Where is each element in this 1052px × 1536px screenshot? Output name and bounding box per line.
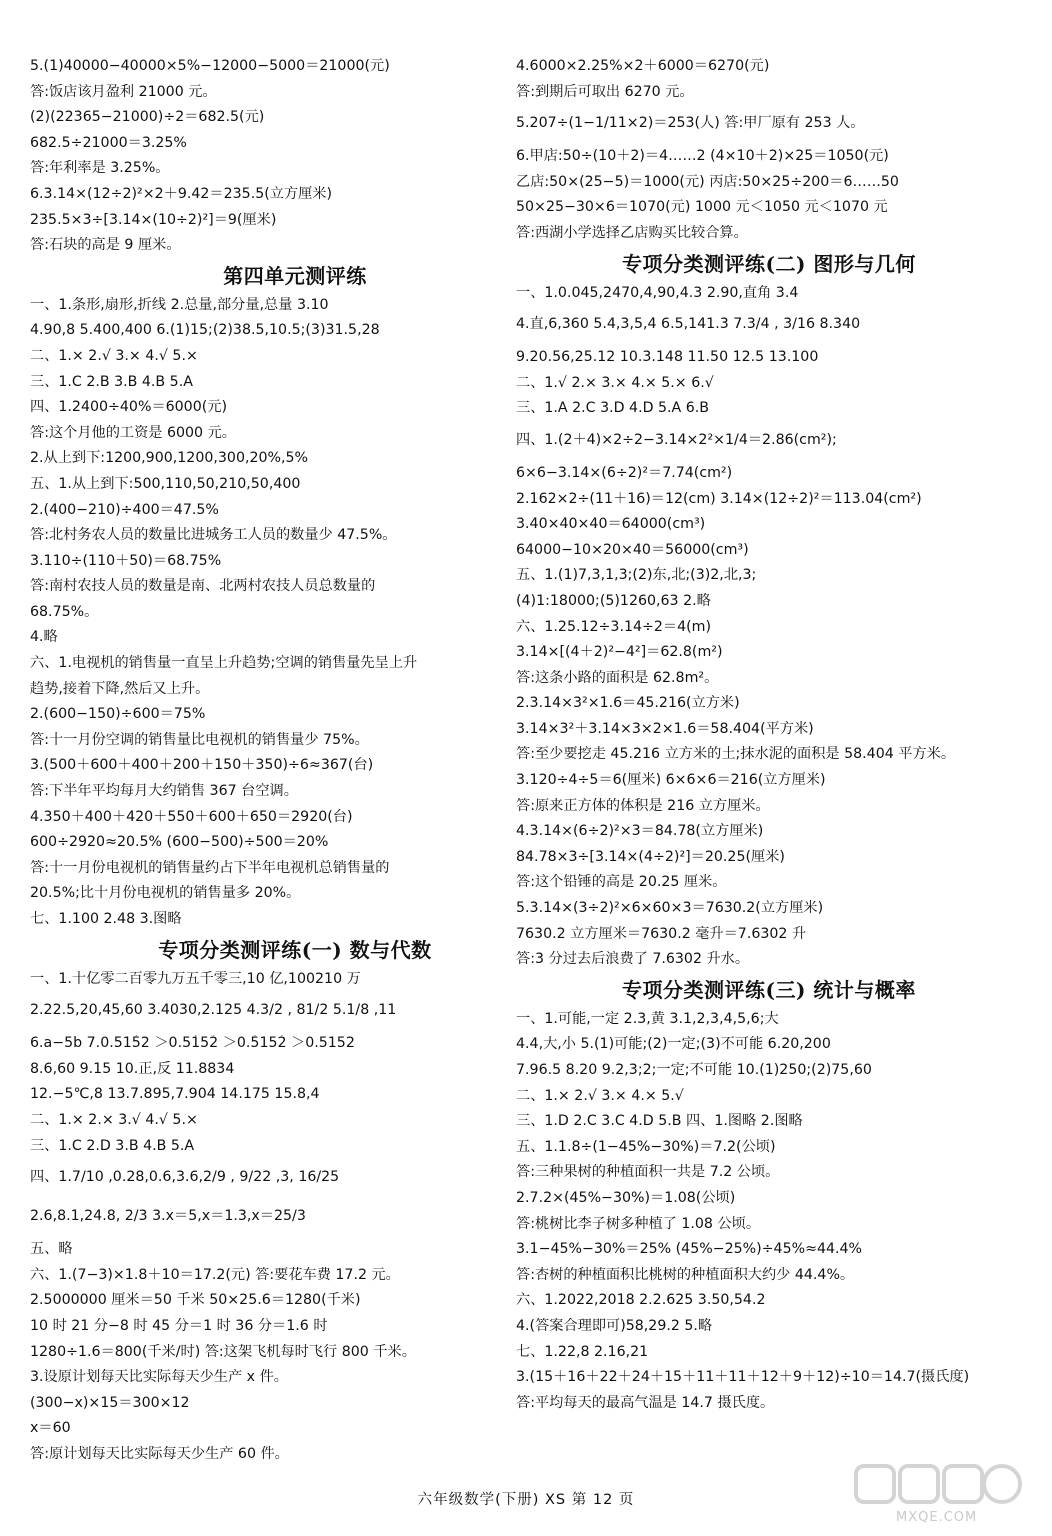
answer-line: 6.3.14×(12÷2)²×2＋9.42＝235.5(立方厘米) [30,185,333,202]
answer-line: 答:三种果树的种植面积一共是 7.2 公顷。 [516,1164,780,1181]
answer-line: 2.(600−150)÷600＝75% [30,706,206,723]
answer-line: 四、1.(2＋4)×2÷2−3.14×2²×1/4＝2.86(cm²); [516,431,837,448]
answer-line: 答:西湖小学选择乙店购买比较合算。 [516,224,748,241]
watermark-logo [850,1462,1030,1532]
answer-line: 5.3.14×(3÷2)²×6×60×3＝7630.2(立方厘米) [516,900,824,917]
answer-line: (300−x)×15＝300×12 [30,1394,190,1411]
answer-line: 五、略 [30,1241,73,1258]
answer-line: 答:原来正方体的体积是 216 立方厘米。 [516,797,770,814]
answer-line: 3.14×[(4＋2)²−4²]＝62.8(m²) [516,644,723,661]
answer-line: 4.350＋400＋420＋550＋600＋650＝2920(台) [30,808,353,825]
answer-line: 二、1.× 2.√ 3.× 4.× 5.√ [516,1087,684,1104]
answer-line: 3.110÷(110＋50)＝68.75% [30,552,222,569]
answer-line: 12.−5℃,8 13.7.895,7.904 14.175 15.8,4 [30,1086,320,1103]
answer-line: 五、1.1.8÷(1−45%−30%)＝7.2(公顷) [516,1138,776,1155]
answer-line: 答:杏树的种植面积比桃树的种植面积大约少 44.4%。 [516,1266,855,1283]
answer-line: 2.3.14×3²×1.6＝45.216(立方米) [516,695,740,712]
answer-line: 六、1.25.12÷3.14÷2＝4(m) [516,618,712,635]
answer-line: 2.22.5,20,45,60 3.4030,2.125 4.3/2 , 81/2 5.1/8 ,11 [30,1002,397,1019]
answer-line: 6×6−3.14×(6÷2)²＝7.74(cm²) [516,464,733,481]
answer-line: 2.(400−210)÷400＝47.5% [30,501,219,518]
answer-line: 趋势,接着下降,然后又上升。 [30,680,210,697]
answer-line: 答:这个铅锤的高是 20.25 厘米。 [516,874,727,891]
right-column [516,58,1022,1420]
answer-line: 三、1.D 2.C 3.C 4.D 5.B 四、1.图略 2.图略 [516,1113,803,1130]
answer-line: 四、1.2400÷40%＝6000(元) [30,399,227,416]
answer-line: 6.甲店:50÷(10＋2)＝4……2 (4×10＋2)×25＝1050(元) [516,148,889,165]
answer-line: 2.162×2÷(11＋16)＝12(cm) 3.14×(12÷2)²＝113.04(cm²) [516,490,922,507]
watermark-text: MXQE.COM [896,1510,978,1525]
answer-line: 3.14×3²＋3.14×3×2×1.6＝58.404(平方米) [516,720,814,737]
answer-line: 二、1.× 2.√ 3.× 4.√ 5.× [30,347,198,364]
answer-line: (2)(22365−21000)÷2＝682.5(元) [30,109,265,126]
section-heading: 专项分类测评练(一) 数与代数 [158,937,432,962]
answer-line: 4.直,6,360 5.4,3,5,4 6.5,141.3 7.3/4 , 3/16 8.340 [516,316,861,333]
answer-line: 答:3 分过去后浪费了 7.6302 升水。 [516,951,750,968]
answer-line: 一、1.十亿零二百零九万五千零三,10 亿,100210 万 [30,970,361,987]
answer-line: 235.5×3÷[3.14×(10÷2)²]＝9(厘米) [30,211,277,228]
answer-line: 四、1.7/10 ,0.28,0.6,3.6,2/9 , 9/22 ,3, 16/25 [30,1169,340,1186]
answer-line: 7630.2 立方厘米＝7630.2 毫升＝7.6302 升 [516,925,807,942]
answer-line: 三、1.C 2.B 3.B 4.B 5.A [30,373,193,390]
answer-line: 3.120÷4÷5＝6(厘米) 6×6×6＝216(立方厘米) [516,772,826,789]
answer-line: 六、1.(7−3)×1.8＋10＝17.2(元) 答:要花车费 17.2 元。 [30,1266,400,1283]
answer-line: 84.78×3÷[3.14×(4÷2)²]＝20.25(厘米) [516,848,785,865]
page-footer: 六年级数学(下册) XS 第 12 页 [417,1492,635,1508]
answer-line: 答:饭店该月盈利 21000 元。 [30,83,217,100]
answer-line: 乙店:50×(25−5)＝1000(元) 丙店:50×25÷200＝6……50 [516,173,899,190]
answer-line: 答:石块的高是 9 厘米。 [30,237,181,254]
answer-line: 6.a−5b 7.0.515̇2 ＞0.51̇52̇ ＞0.5̇152̇ ＞0.5152 [30,1035,355,1052]
answer-line: 7.96.5 8.20 9.2,3;2;一定;不可能 10.(1)250;(2)75,60 [516,1062,872,1078]
answer-line: 答:年利率是 3.25%。 [30,160,170,177]
answer-line: 682.5÷21000＝3.25% [30,134,187,151]
answer-line: 4.略 [30,629,58,646]
answer-line: 答:平均每天的最高气温是 14.7 摄氏度。 [516,1394,775,1411]
answer-line: 答:南村农技人员的数量是南、北两村农技人员总数量的 [30,578,376,595]
left-column [30,58,530,1472]
answer-line: 2.6,8.1,24.8, 2/3 3.x＝5,x＝1.3,x＝25/3 [30,1208,306,1225]
answer-line: 答:桃树比李子树多种植了 1.08 公顷。 [516,1215,761,1232]
answer-line: (4)1:18000;(5)1260,63 2.略 [516,592,711,609]
answer-line: 三、1.A 2.C 3.D 4.D 5.A 6.B [516,400,710,417]
answer-line: 20.5%;比十月份电视机的销售量多 20%。 [30,885,301,902]
answer-line: 4.4,大,小 5.(1)可能;(2)一定;(3)不可能 6.20,200 [516,1036,831,1053]
answer-line: 五、1.从上到下:500,110,50,210,50,400 [30,475,301,492]
answer-line: 3.(500＋600＋400＋200＋150＋350)÷6≈367(台) [30,757,374,774]
answer-line: 4.90,8 5.400,400 6.(1)15;(2)38.5,10.5;(3)31.5,28 [30,322,380,339]
answer-line: 答:北村务农人员的数量比进城务工人员的数量少 47.5%。 [30,527,397,544]
answer-line: 二、1.× 2.× 3.√ 4.√ 5.× [30,1111,198,1128]
section-heading: 第四单元测评练 [223,263,367,288]
answer-line: 六、1.2022,2018 2.2.625 3.50,54.2 [516,1292,766,1309]
answer-line: 五、1.(1)7,3,1,3;(2)东,北;(3)2,北,3; [516,567,757,584]
answer-line: 2.从上到下:1200,900,1200,300,20%,5% [30,450,309,467]
answer-line: 答:到期后可取出 6270 元。 [516,83,694,100]
answer-line: 4.6000×2.25%×2＋6000＝6270(元) [516,58,770,74]
answer-line: x＝60 [30,1420,71,1437]
answer-line: 3.(15＋16＋22＋24＋15＋11＋11＋12＋9＋12)÷10＝14.7(摄氏度) [516,1369,970,1386]
answer-line: 5.(1)40000−40000×5%−12000−5000＝21000(元) [30,58,390,74]
answer-line: 七、1.22,8 2.16,21 [516,1343,649,1360]
answer-line: 答:至少要挖走 45.216 立方米的土;抹水泥的面积是 58.404 平方米。 [516,746,956,763]
answer-line: 答:这个月他的工资是 6000 元。 [30,424,236,441]
answer-line: 10 时 21 分−8 时 45 分＝1 时 36 分＝1.6 时 [30,1317,328,1334]
section-heading: 专项分类测评练(二) 图形与几何 [622,251,916,276]
answer-line: 68.75%。 [30,603,99,620]
answer-line: 3.设原计划每天比实际每天少生产 x 件。 [30,1369,288,1386]
answer-line: 一、1.条形,扇形,折线 2.总量,部分量,总量 3.10 [30,296,329,313]
answer-line: 9.20.56,25.12 10.3.148 11.50 12.5 13.100 [516,349,819,366]
answer-line: 七、1.100 2.48 3.图略 [30,911,182,927]
section-heading: 专项分类测评练(三) 统计与概率 [622,977,916,1002]
answer-line: 3.40×40×40＝64000(cm³) [516,516,706,533]
answer-line: 一、1.0.045,2470,4,90,4.3 2.90,直角 3.4 [516,284,799,301]
answer-line: 1280÷1.6＝800(千米/时) 答:这架飞机每时飞行 800 千米。 [30,1343,416,1360]
answer-line: 64000−10×20×40＝56000(cm³) [516,541,749,558]
answer-line: 5.207÷(1−1/11×2)＝253(人) 答:甲厂原有 253 人。 [516,115,865,132]
answer-line: 4.3.14×(6÷2)²×3＝84.78(立方厘米) [516,823,764,840]
answer-line: 答:原计划每天比实际每天少生产 60 件。 [30,1445,289,1462]
answer-line: 8.6,60 9.15 10.正,反 11.8834 [30,1060,235,1077]
answer-line: 2.7.2×(45%−30%)＝1.08(公顷) [516,1189,736,1206]
answer-line: 答:下半年平均每月大约销售 367 台空调。 [30,783,298,800]
answer-line: 50×25−30×6＝1070(元) 1000 元＜1050 元＜1070 元 [516,199,888,216]
answer-line: 3.1−45%−30%＝25% (45%−25%)÷45%≈44.4% [516,1241,863,1258]
answer-line: 一、1.可能,一定 2.3,黄 3.1,2,3,4,5,6;大 [516,1010,779,1027]
answer-line: 答:十一月份空调的销售量比电视机的销售量少 75%。 [30,731,369,748]
answer-line: 二、1.√ 2.× 3.× 4.× 5.× 6.√ [516,374,714,391]
answer-line: 2.5000000 厘米＝50 千米 50×25.6＝1280(千米) [30,1292,361,1309]
answer-line: 600÷2920≈20.5% (600−500)÷500＝20% [30,834,329,851]
answer-line: 答:十一月份电视机的销售量约占下半年电视机总销售量的 [30,859,390,876]
answer-line: 答:这条小路的面积是 62.8m²。 [516,669,719,686]
answer-line: 三、1.C 2.D 3.B 4.B 5.A [30,1137,195,1154]
answer-line: 六、1.电视机的销售量一直呈上升趋势;空调的销售量先呈上升 [30,655,418,672]
answer-line: 4.(答案合理即可)58,29.2 5.略 [516,1317,713,1334]
